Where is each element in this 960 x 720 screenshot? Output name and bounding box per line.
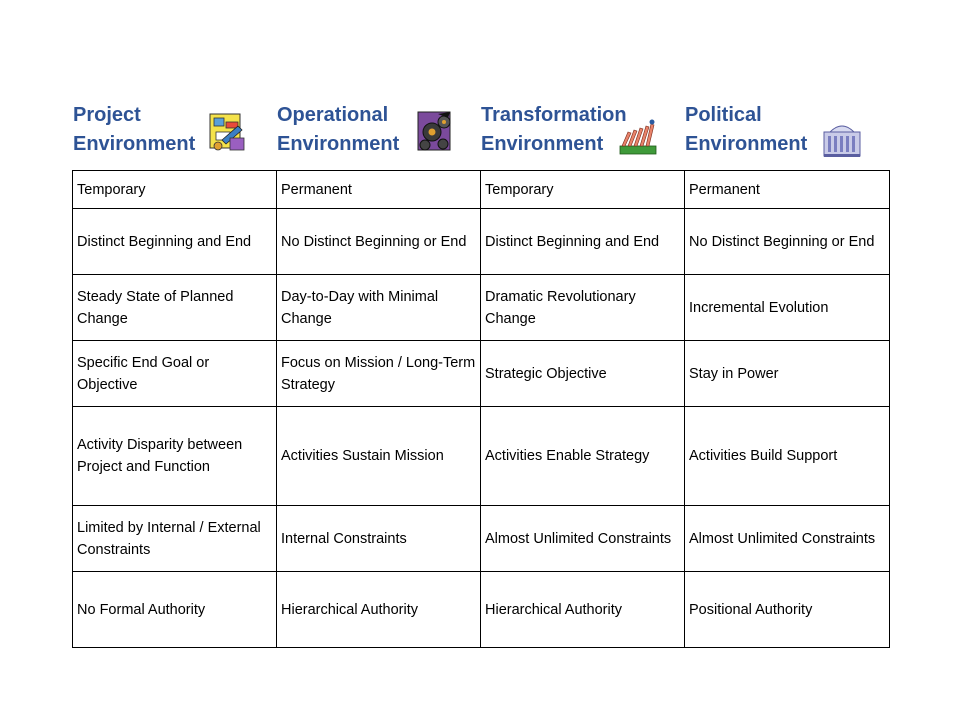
table-row	[73, 341, 890, 407]
table-cell: Stay in Power	[685, 341, 890, 407]
header-project	[72, 100, 276, 162]
header-title-line1: Political	[685, 104, 762, 126]
table-row	[73, 407, 890, 506]
table-cell: Strategic Objective	[481, 341, 685, 407]
header-title-line2: Environment	[277, 133, 400, 155]
table-row	[73, 209, 890, 275]
header-title	[685, 101, 807, 159]
header-political	[684, 100, 888, 162]
gears-clipart-icon	[414, 108, 454, 152]
table-cell: Almost Unlimited Constraints	[685, 506, 890, 572]
table-cell: Specific End Goal or Objective	[73, 341, 277, 407]
table-row	[73, 275, 890, 341]
table-cell: Focus on Mission / Long-Term Strategy	[277, 341, 481, 407]
table-cell: Dramatic Revolutionary Change	[481, 275, 685, 341]
header-operational	[276, 100, 480, 162]
table-cell: Distinct Beginning and End	[481, 209, 685, 275]
table-row	[73, 572, 890, 648]
table-cell: Almost Unlimited Constraints	[481, 506, 685, 572]
table-cell: Distinct Beginning and End	[73, 209, 277, 275]
header-title-line2: Environment	[685, 133, 808, 155]
column-headers	[72, 100, 888, 162]
header-title-line1: Operational	[277, 104, 389, 126]
header-title	[73, 101, 195, 159]
table-cell: Hierarchical Authority	[481, 572, 685, 648]
table-cell: No Distinct Beginning or End	[277, 209, 481, 275]
table-cell: No Formal Authority	[73, 572, 277, 648]
header-title	[481, 101, 627, 159]
table-cell: Internal Constraints	[277, 506, 481, 572]
table-cell: Hierarchical Authority	[277, 572, 481, 648]
table-cell: Permanent	[277, 171, 481, 209]
table-row	[73, 506, 890, 572]
table-cell: Activities Sustain Mission	[277, 407, 481, 506]
table-cell: Activities Build Support	[685, 407, 890, 506]
header-transformation	[480, 100, 684, 162]
table-cell: Temporary	[73, 171, 277, 209]
table-row	[73, 171, 890, 209]
capitol-building-icon	[822, 118, 862, 162]
table-cell: Steady State of Planned Change	[73, 275, 277, 341]
header-title-line2: Environment	[481, 133, 604, 155]
table-cell: Temporary	[481, 171, 685, 209]
table-cell: Activity Disparity between Project and Function	[73, 407, 277, 506]
table-cell: Positional Authority	[685, 572, 890, 648]
table-cell: Incremental Evolution	[685, 275, 890, 341]
project-clipart-icon	[208, 110, 248, 154]
header-title-line1: Project	[73, 104, 141, 126]
header-title-line2: Environment	[73, 133, 196, 155]
dominoes-clipart-icon	[618, 116, 658, 160]
table-cell: No Distinct Beginning or End	[685, 209, 890, 275]
table-cell: Activities Enable Strategy	[481, 407, 685, 506]
table-cell: Permanent	[685, 171, 890, 209]
header-title	[277, 101, 399, 159]
table-cell: Day-to-Day with Minimal Change	[277, 275, 481, 341]
header-title-line1: Transformation	[481, 104, 627, 126]
table-cell: Limited by Internal / External Constraints	[73, 506, 277, 572]
comparison-table	[72, 170, 890, 648]
